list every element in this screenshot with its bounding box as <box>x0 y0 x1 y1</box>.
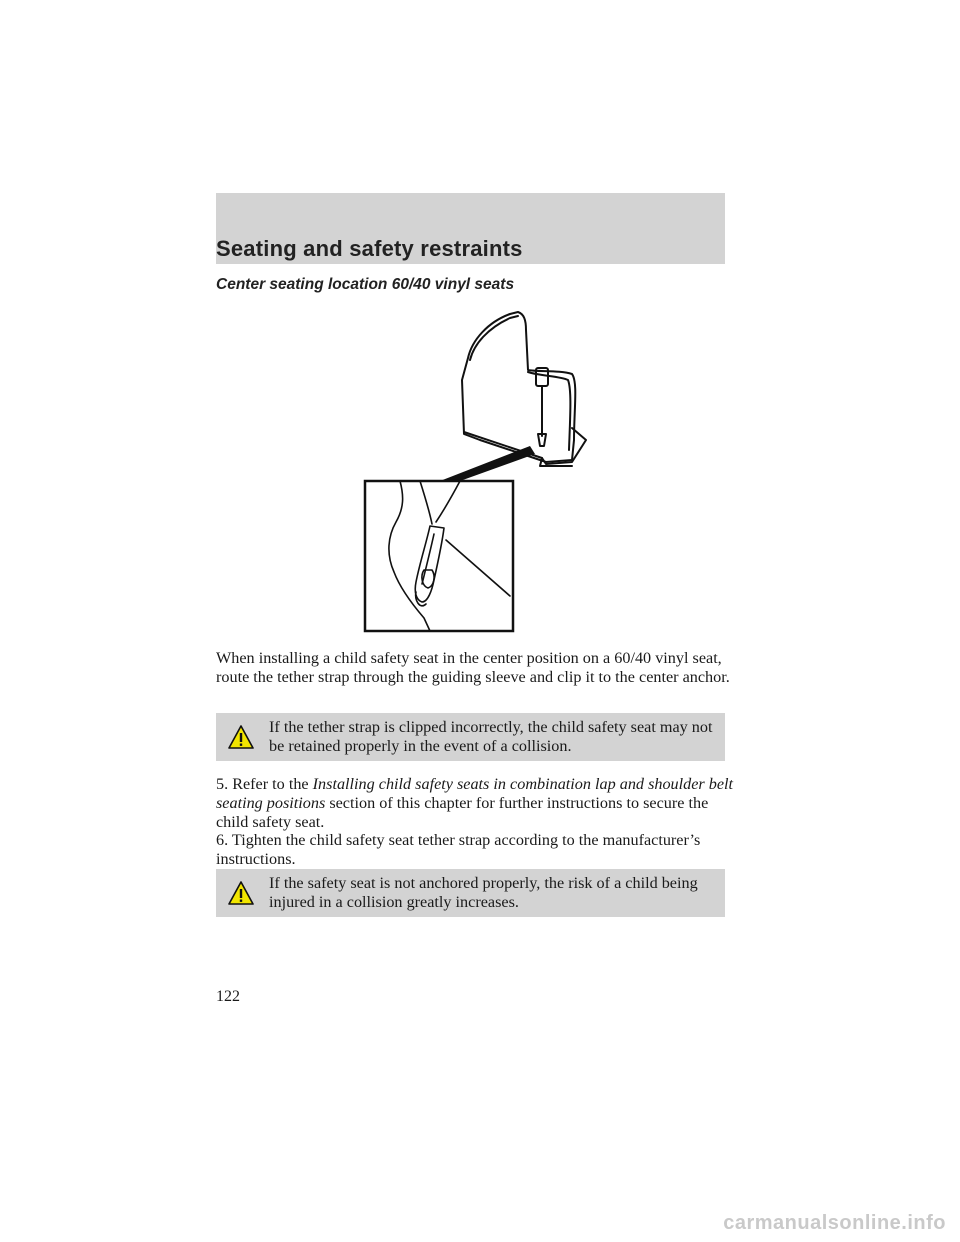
warning-box-tether <box>216 713 725 761</box>
warning-text: If the tether strap is clipped incorrectly, the child safety seat may not be retained properly in the event of a collision. <box>269 718 713 755</box>
figure-subheading: Center seating location 60/40 vinyl seats <box>216 276 515 293</box>
seat-tether-illustration <box>360 300 610 635</box>
warning-text: If the safety seat is not anchored properly, the risk of a child being injured in a collision greatly increases. <box>269 874 698 911</box>
site-watermark: carmanualsonline.info <box>723 1212 946 1234</box>
paragraph-center-install: When installing a child safety seat in the center position on a 60/40 vinyl seat, route the tether strap through the guiding sleeve and clip it to the center anchor. <box>216 649 730 686</box>
section-title: Seating and safety restraints <box>216 236 523 261</box>
paragraph-step-5 <box>216 775 736 832</box>
warning-triangle-icon <box>228 724 254 750</box>
callout-pointer <box>440 446 535 481</box>
seat-drawing <box>462 312 586 466</box>
step-5-tail: section of this chapter for further instructions to secure the child safety seat. <box>216 794 709 831</box>
step-5-lead: 5. Refer to the <box>216 775 313 793</box>
warning-box-anchor <box>216 869 725 917</box>
page-number: 122 <box>216 988 240 1005</box>
section-reference-link: Installing child safety seats in combination lap and shoulder belt seating positions <box>216 775 734 812</box>
paragraph-step-6: 6. Tighten the child safety seat tether strap according to the manufacturer’s instructions. <box>216 831 701 868</box>
warning-triangle-icon <box>228 880 254 906</box>
